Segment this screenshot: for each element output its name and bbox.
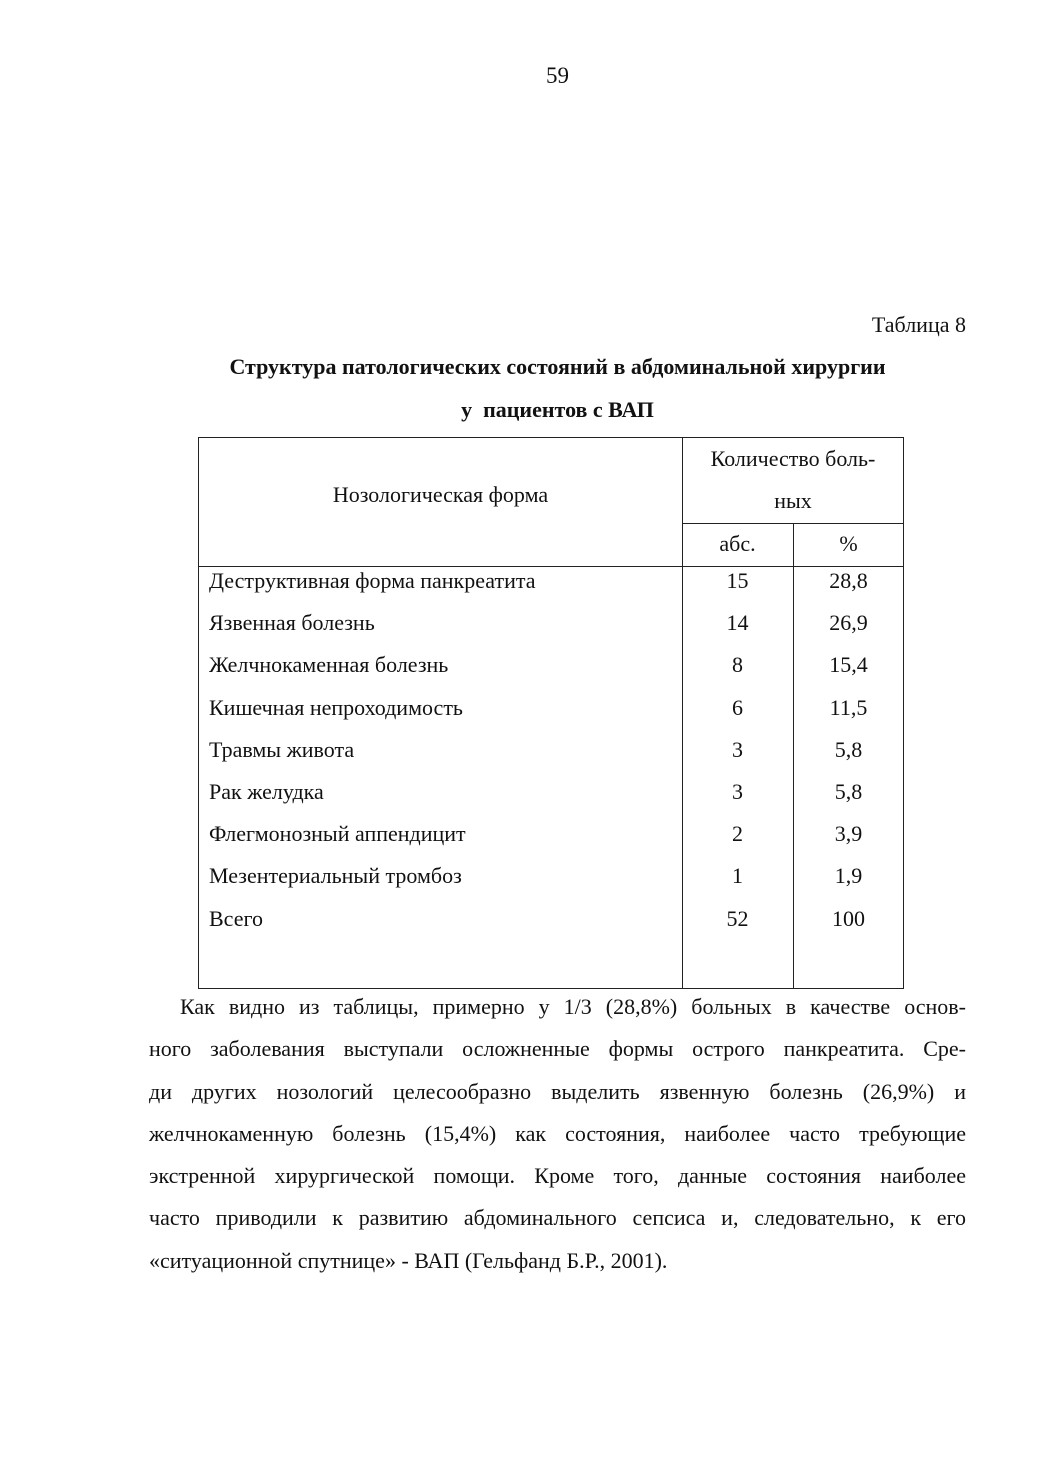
row-name: Мезентериальный тромбоз xyxy=(209,863,462,889)
header-nosological-form: Нозологическая форма xyxy=(332,482,549,507)
row-name: Язвенная болезнь xyxy=(209,610,375,636)
table-row xyxy=(199,560,905,602)
table-row xyxy=(199,729,905,771)
row-abs: 14 xyxy=(726,610,749,636)
header-percent: % xyxy=(839,531,858,556)
row-pct: 15,4 xyxy=(829,652,868,678)
paragraph-line: ди других нозологий целесообразно выделить язвенную болезнь (26,9%) и xyxy=(149,1078,966,1104)
page-number: 59 xyxy=(546,63,569,88)
row-abs: 3 xyxy=(732,736,743,762)
row-pct: 3,9 xyxy=(834,821,863,847)
paragraph-line: ного заболевания выступали осложненные формы острого панкреатита. Сре- xyxy=(149,1036,966,1062)
paragraph-line: экстренной хирургической помощи. Кроме того, данные состояния наиболее xyxy=(149,1163,966,1189)
row-abs: 6 xyxy=(732,694,743,720)
row-abs: 52 xyxy=(726,905,749,931)
row-name: Всего xyxy=(209,905,263,931)
paragraph-line: Как видно из таблицы, примерно у 1/3 (28,8%) больных в качестве основ- xyxy=(180,994,966,1019)
header-patient-count-line-2: ных xyxy=(774,488,812,513)
row-abs: 8 xyxy=(732,652,743,678)
row-pct: 5,8 xyxy=(834,778,863,804)
header-absolute: абс. xyxy=(719,531,756,556)
table-label: Таблица 8 xyxy=(871,312,966,337)
row-abs: 1 xyxy=(732,863,743,889)
row-pct: 1,9 xyxy=(834,863,863,889)
paragraph-line: желчнокаменную болезнь (15,4%) как состояния, наиболее часто требующие xyxy=(149,1120,966,1146)
row-name: Кишечная непроходимость xyxy=(209,694,463,720)
row-name: Желчнокаменная болезнь xyxy=(209,652,449,678)
row-abs: 2 xyxy=(732,821,743,847)
paragraph-line: «ситуационной спутнице» - ВАП (Гельфанд Б.Р., 2001). xyxy=(149,1247,668,1273)
row-pct: 5,8 xyxy=(834,736,863,762)
table-row xyxy=(199,687,905,729)
row-abs: 15 xyxy=(726,568,749,593)
table-row xyxy=(199,771,905,813)
table-body xyxy=(199,560,905,940)
table-row xyxy=(199,813,905,855)
row-name: Травмы живота xyxy=(209,736,355,762)
paragraph-line: часто приводили к развитию абдоминального сепсиса и, следовательно, к его xyxy=(149,1205,966,1231)
header-patient-count-line-1: Количество боль- xyxy=(710,446,876,471)
table-row xyxy=(199,855,905,897)
row-name: Флегмонозный аппендицит xyxy=(209,821,466,847)
header-patient-count xyxy=(682,438,904,522)
row-pct: 100 xyxy=(832,905,865,931)
row-pct: 26,9 xyxy=(829,610,868,636)
row-abs: 3 xyxy=(732,778,743,804)
table-row xyxy=(199,602,905,644)
table-title-line-1: Структура патологических состояний в абдоминальной хирургии xyxy=(229,354,886,379)
row-pct: 11,5 xyxy=(829,694,868,720)
table-title-line-2: у пациентов с ВАП xyxy=(461,397,654,422)
row-name: Рак желудка xyxy=(209,778,324,804)
data-table xyxy=(198,437,904,989)
table-row xyxy=(199,644,905,686)
row-pct: 28,8 xyxy=(829,568,868,593)
row-name: Деструктивная форма панкреатита xyxy=(209,568,536,593)
table-row-total xyxy=(199,898,905,940)
body-paragraph xyxy=(149,986,966,1282)
